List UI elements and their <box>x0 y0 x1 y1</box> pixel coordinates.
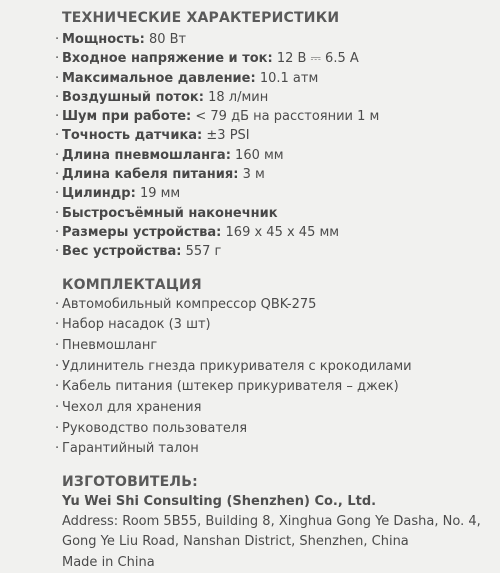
specs-title: ТЕХНИЧЕСКИЕ ХАРАКТЕРИСТИКИ <box>62 10 340 26</box>
bullet-dot: · <box>55 51 60 67</box>
spec-value: 3 м <box>242 167 265 183</box>
spec-label: Мощность: <box>62 32 145 47</box>
spec-sheet <box>55 8 498 573</box>
bullet-dot: · <box>55 70 60 86</box>
spec-value: 80 Вт <box>148 32 187 47</box>
bullet-dot: · <box>55 441 60 457</box>
bullet-dot: · <box>55 317 60 333</box>
spec-label: Длина пневмошланга: <box>62 147 231 163</box>
bullet-dot: · <box>55 400 60 415</box>
spec-value: ±3 PSI <box>206 128 250 144</box>
bullet-dot: · <box>55 109 60 125</box>
kit-item <box>55 398 498 419</box>
spec-label: Вес устройства: <box>62 244 182 260</box>
spec-label: Длина кабеля питания: <box>62 167 239 183</box>
spec-label: Максимальное давление: <box>62 70 256 86</box>
kit-item-label: Набор насадок (3 шт) <box>62 317 211 333</box>
spec-item-input <box>55 49 498 68</box>
manufacturer-origin: Made in China <box>62 554 155 570</box>
spec-item-weight <box>55 242 498 261</box>
kit-title: КОМПЛЕКТАЦИЯ <box>62 276 202 293</box>
manufacturer-title: ИЗГОТОВИТЕЛЬ: <box>62 474 198 491</box>
spec-label: Входное напряжение и ток: <box>62 51 273 67</box>
bullet-dot: · <box>55 205 60 221</box>
spec-item-cable-length <box>55 165 498 184</box>
kit-item <box>55 419 498 440</box>
bullet-dot: · <box>55 128 60 144</box>
spec-value: 18 л/мин <box>208 89 269 105</box>
bullet-dot: · <box>55 186 60 202</box>
bullet-dot: · <box>55 32 60 47</box>
spec-value: 169 х 45 х 45 мм <box>225 224 340 240</box>
spec-item-airflow <box>55 88 498 107</box>
bullet-dot: · <box>55 379 60 395</box>
spec-value: 12 В ⎓ 6.5 А <box>276 51 359 67</box>
spec-value: 10.1 атм <box>259 70 319 86</box>
spec-label: Быстросъёмный наконечник <box>62 205 278 221</box>
spec-item-cylinder <box>55 184 498 203</box>
bullet-dot: · <box>55 244 60 260</box>
spec-value: 19 мм <box>139 186 181 202</box>
spec-value: 557 г <box>185 244 222 260</box>
kit-item-label: Гарантийный талон <box>62 441 199 457</box>
bullet-dot: · <box>55 224 60 240</box>
spec-label: Цилиндр: <box>62 186 136 202</box>
spec-label: Воздушный поток: <box>62 89 204 105</box>
manufacturer-address-line-1: Address: Room 5B55, Building 8, Xinghua Gong Ye Dasha, No. 4, <box>62 514 481 530</box>
kit-item-label: Руководство пользователя <box>62 420 248 436</box>
kit-item <box>55 377 498 398</box>
kit-item-label: Автомобильный компрессор QBK-275 <box>62 296 317 312</box>
spec-item-power <box>55 30 498 49</box>
spec-label: Размеры устройства: <box>62 224 222 240</box>
bullet-dot: · <box>55 420 60 436</box>
spec-item-quick-connector <box>55 204 498 223</box>
kit-item-label: Пневмошланг <box>62 337 158 353</box>
spec-value: < 79 дБ на расстоянии 1 м <box>195 109 380 125</box>
bullet-dot: · <box>55 147 60 163</box>
bullet-dot: · <box>55 89 60 105</box>
kit-item-label: Удлинитель гнезда прикуривателя с крокодилами <box>62 358 412 374</box>
spec-item-dimensions <box>55 223 498 242</box>
spec-item-hose-length <box>55 146 498 165</box>
bullet-dot: · <box>55 358 60 374</box>
spec-item-max-pressure <box>55 69 498 88</box>
manufacturer-company: Yu Wei Shi Consulting (Shenzhen) Co., Ltd. <box>62 494 377 510</box>
kit-item <box>55 439 498 460</box>
specs-list <box>55 30 498 262</box>
spec-value: 160 мм <box>235 147 284 163</box>
spec-item-accuracy <box>55 126 498 145</box>
spec-label: Точность датчика: <box>62 128 203 144</box>
kit-item <box>55 315 498 336</box>
kit-item-label: Чехол для хранения <box>62 400 202 415</box>
spec-item-noise <box>55 107 498 126</box>
kit-item <box>55 357 498 378</box>
kit-item <box>55 336 498 357</box>
bullet-dot: · <box>55 167 60 183</box>
manufacturer-address-line-2: Gong Ye Liu Road, Nanshan District, Shenzhen, China <box>62 534 409 550</box>
kit-list <box>55 295 498 461</box>
spec-label: Шум при работе: <box>62 109 192 125</box>
kit-item <box>55 295 498 316</box>
bullet-dot: · <box>55 296 60 312</box>
bullet-dot: · <box>55 337 60 353</box>
kit-item-label: Кабель питания (штекер прикуривателя – джек) <box>62 379 399 395</box>
